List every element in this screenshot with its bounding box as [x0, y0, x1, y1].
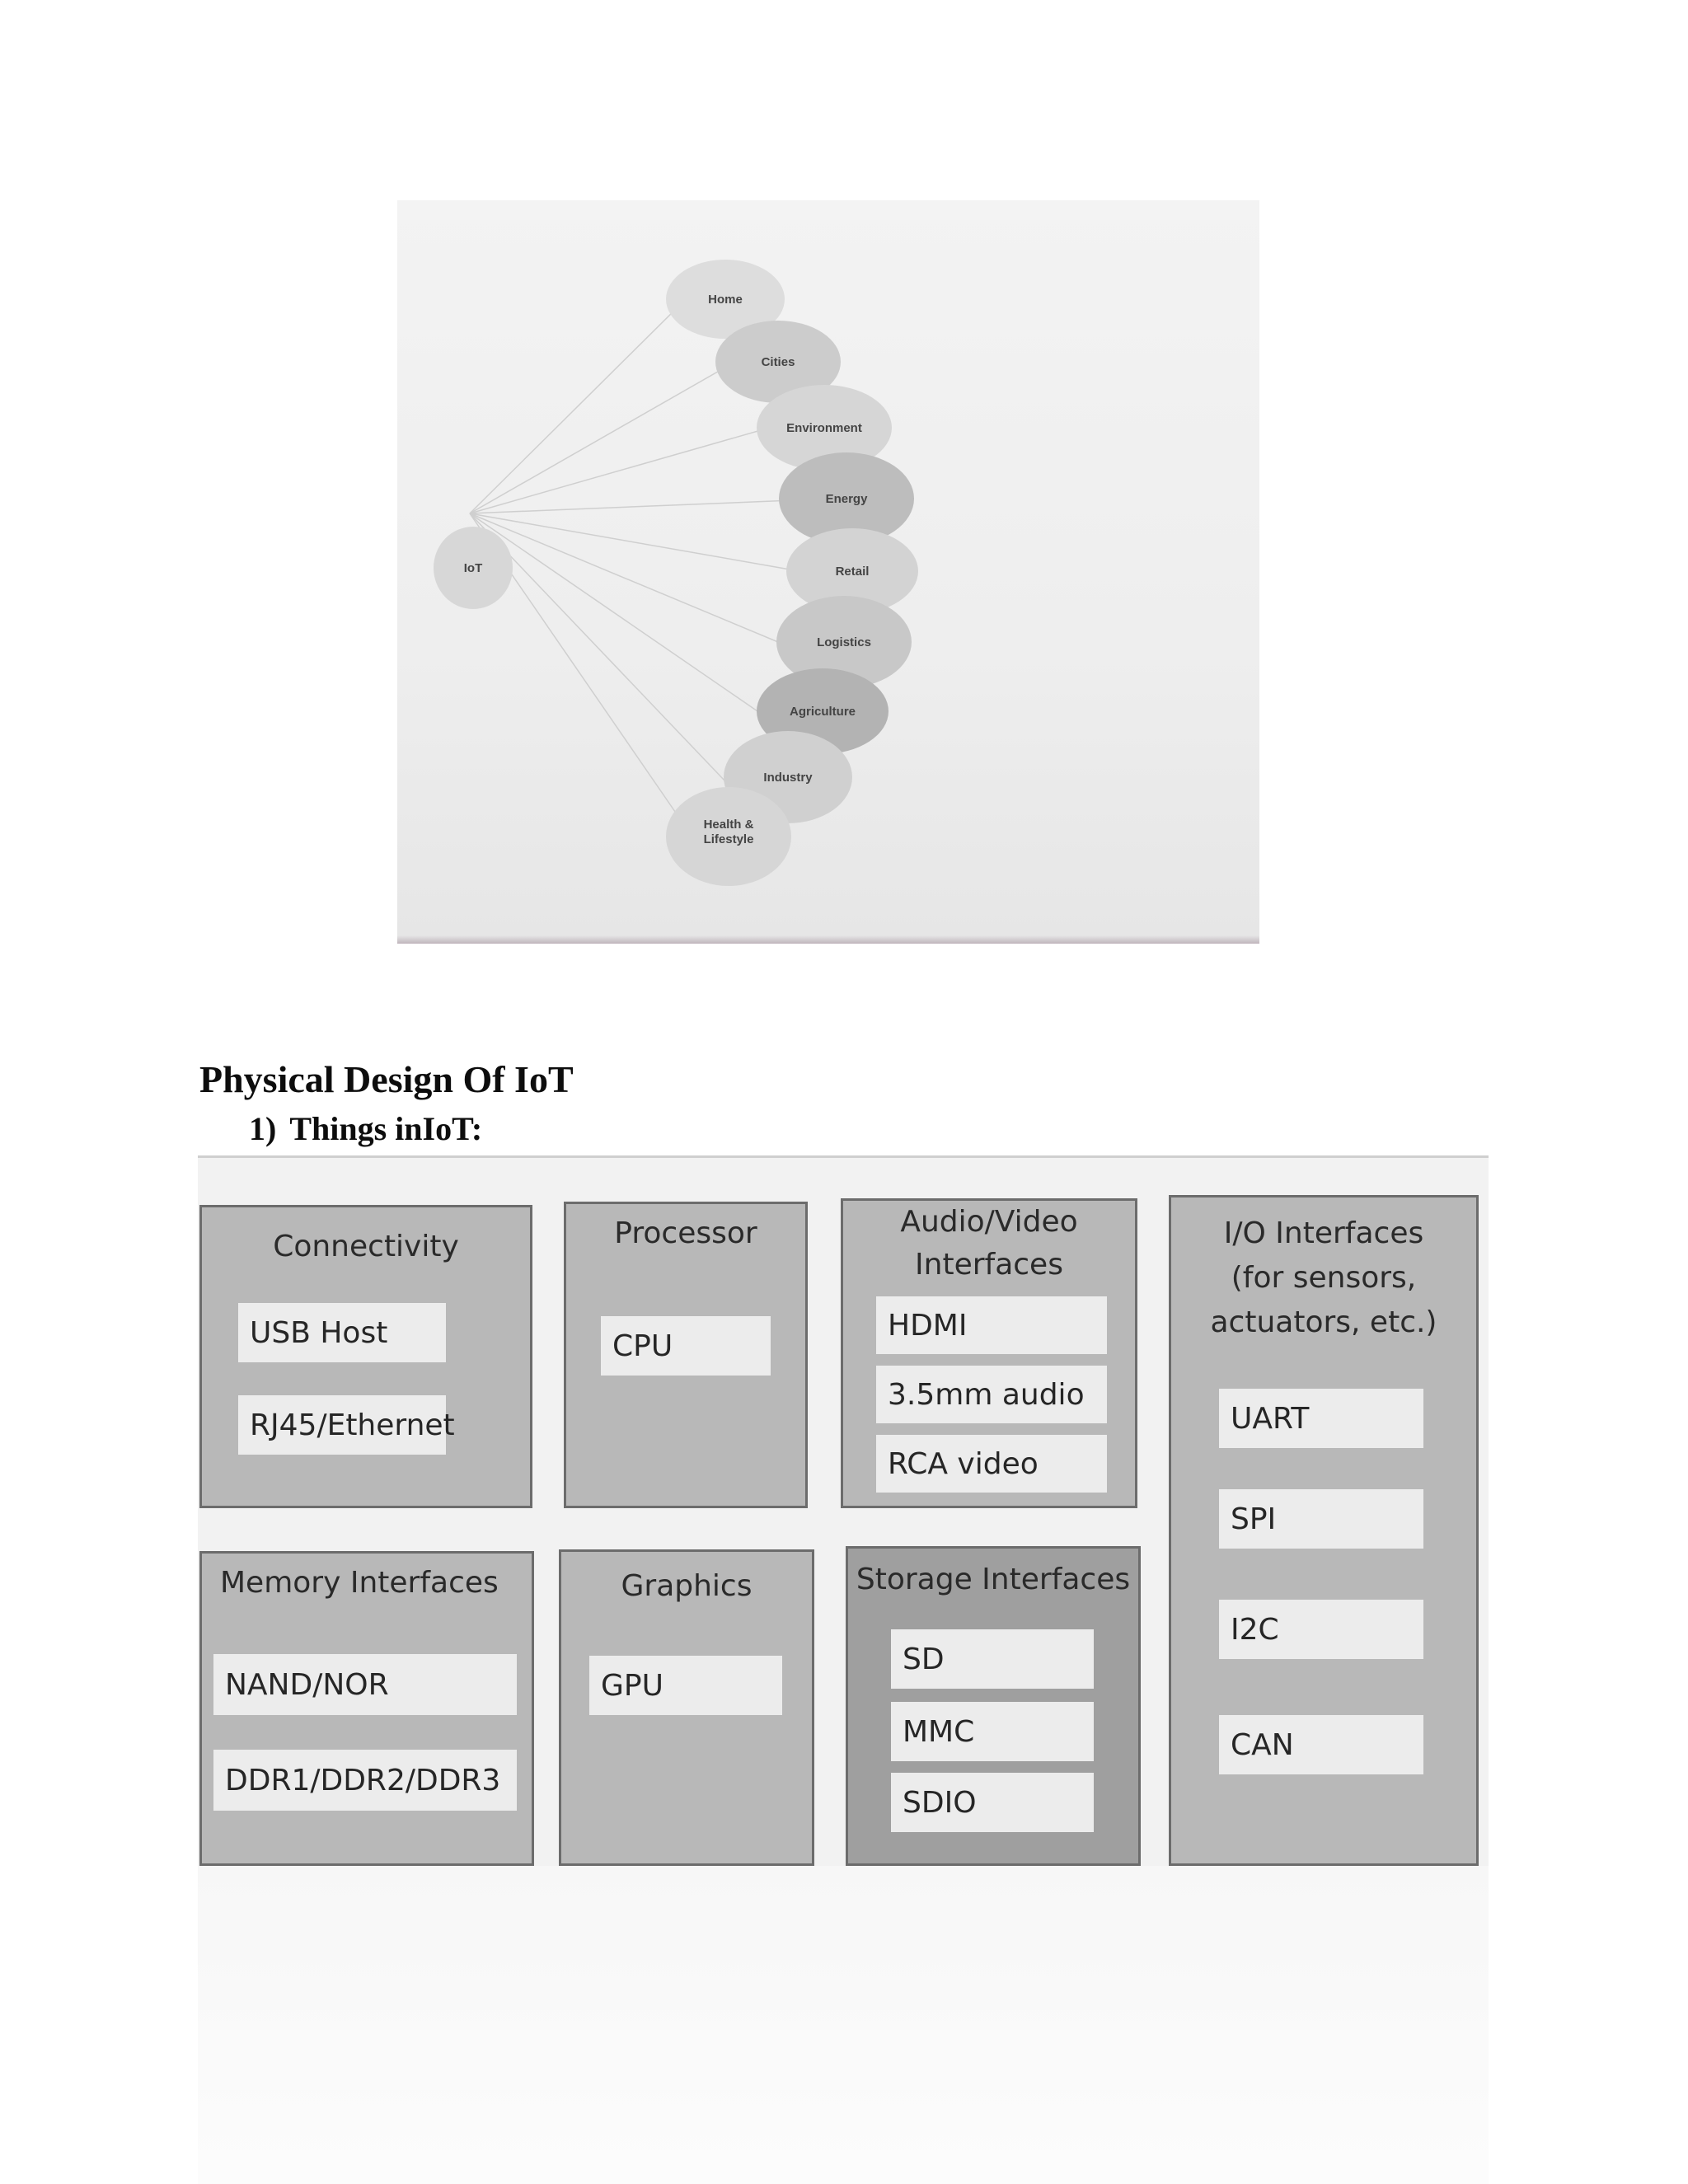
memory-interfaces-block — [199, 1551, 534, 1866]
io-title-line2: (for sensors, — [1231, 1261, 1417, 1295]
chip-usb-host: USB Host — [238, 1303, 446, 1362]
processor-block — [564, 1202, 808, 1508]
chip-3-5mm-audio: 3.5mm audio — [876, 1366, 1107, 1423]
domain-label-logistics: Logistics — [817, 635, 871, 649]
iot-center-label: IoT — [463, 561, 483, 575]
chip-mmc: MMC — [891, 1702, 1094, 1761]
io-title-line3: actuators, etc.) — [1210, 1305, 1437, 1339]
chip-uart: UART — [1219, 1389, 1423, 1448]
chip-ddr: DDR1/DDR2/DDR3 — [213, 1750, 517, 1811]
memory-title: Memory Interfaces — [220, 1566, 499, 1600]
chip-hdmi: HDMI — [876, 1296, 1107, 1354]
chip-sd: SD — [891, 1629, 1094, 1689]
subsection-number: 1) — [249, 1110, 277, 1147]
connectivity-title: Connectivity — [273, 1230, 459, 1263]
storage-interfaces-block — [846, 1546, 1141, 1866]
iot-domains-figure — [397, 200, 1259, 944]
domain-label-retail: Retail — [835, 565, 870, 579]
io-interfaces-block — [1169, 1195, 1479, 1866]
audio-video-title-line2: Interfaces — [915, 1248, 1063, 1282]
figure-top-edge — [198, 1155, 1489, 1158]
photo-edge-shadow — [397, 935, 1259, 944]
domain-label-agriculture: Agriculture — [789, 705, 856, 719]
graphics-title: Graphics — [621, 1569, 753, 1603]
domain-label-industry: Industry — [763, 771, 813, 785]
chip-rca-video: RCA video — [876, 1435, 1107, 1493]
page-blank-area — [198, 1866, 1489, 2184]
chip-i2c: I2C — [1219, 1600, 1423, 1659]
storage-title: Storage Interfaces — [856, 1563, 1131, 1596]
chip-cpu: CPU — [601, 1316, 771, 1376]
processor-title: Processor — [614, 1216, 757, 1250]
audio-video-title-line1: Audio/Video — [900, 1205, 1078, 1239]
subsection-title-text: Things inIoT: — [289, 1110, 483, 1147]
chip-rj45-ethernet: RJ45/Ethernet — [238, 1395, 446, 1455]
chip-sdio: SDIO — [891, 1773, 1094, 1832]
audio-video-block — [841, 1198, 1137, 1508]
subsection-title — [249, 1109, 482, 1149]
domain-label-cities: Cities — [761, 355, 795, 369]
graphics-block — [559, 1549, 814, 1866]
chip-spi: SPI — [1219, 1489, 1423, 1549]
chip-gpu: GPU — [589, 1656, 782, 1715]
domain-label-home: Home — [708, 293, 743, 307]
iot-domains-diagram — [397, 200, 1259, 944]
domain-label-environment: Environment — [786, 421, 862, 435]
domain-label-energy: Energy — [825, 492, 868, 506]
connectivity-block — [199, 1205, 532, 1508]
domain-label-health: Health & Lifestyle — [703, 818, 754, 846]
chip-nand-nor: NAND/NOR — [213, 1654, 517, 1715]
things-in-iot-figure — [198, 1155, 1489, 1866]
chip-can: CAN — [1219, 1715, 1423, 1774]
section-title: Physical Design Of IoT — [199, 1058, 574, 1100]
io-title-line1: I/O Interfaces — [1223, 1216, 1424, 1250]
